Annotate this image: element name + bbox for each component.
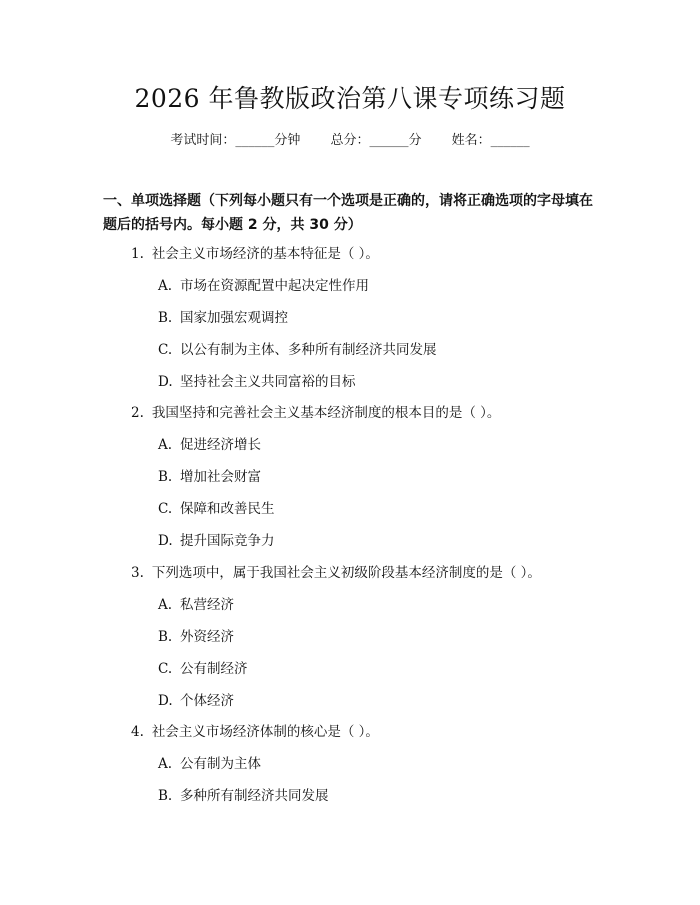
option-1a xyxy=(158,276,369,296)
question-text: 我国坚持和完善社会主义基本经济制度的根本目的是（ ）。 xyxy=(151,405,501,421)
option-letter: C. xyxy=(158,661,173,677)
option-1d xyxy=(158,372,356,392)
option-4b xyxy=(158,786,329,806)
section-heading: 一、单项选择题（下列每小题只有一个选项是正确的，请将正确选项的字母填在题后的括号内。每小题 2 分，共 30 分） xyxy=(103,193,593,233)
exam-meta xyxy=(0,131,700,151)
option-2d xyxy=(158,531,275,551)
question-1 xyxy=(131,244,379,264)
question-3 xyxy=(131,563,541,583)
option-3d xyxy=(158,691,234,711)
question-text: 社会主义市场经济的基本特征是（ ）。 xyxy=(151,246,379,262)
option-letter: A. xyxy=(158,437,173,453)
exam-time: 考试时间：______分钟 xyxy=(170,133,301,148)
option-text: 个体经济 xyxy=(180,693,234,709)
option-2b xyxy=(158,467,261,487)
option-letter: D. xyxy=(158,693,173,709)
option-letter: D. xyxy=(158,374,173,390)
option-text: 公有制经济 xyxy=(180,661,248,677)
question-number: 3. xyxy=(131,565,144,581)
option-text: 公有制为主体 xyxy=(180,756,261,772)
option-letter: A. xyxy=(158,756,173,772)
option-letter: C. xyxy=(158,342,173,358)
option-letter: D. xyxy=(158,533,173,549)
option-text: 多种所有制经济共同发展 xyxy=(180,788,329,804)
student-name: 姓名：______ xyxy=(451,133,530,148)
option-3c xyxy=(158,659,248,679)
question-number: 1. xyxy=(131,246,144,262)
option-text: 外资经济 xyxy=(180,629,234,645)
option-text: 以公有制为主体、多种所有制经济共同发展 xyxy=(180,342,437,358)
option-letter: B. xyxy=(158,469,173,485)
total-score: 总分：______分 xyxy=(330,133,422,148)
question-4 xyxy=(131,722,379,742)
option-text: 坚持社会主义共同富裕的目标 xyxy=(180,374,356,390)
option-text: 国家加强宏观调控 xyxy=(180,310,288,326)
option-text: 促进经济增长 xyxy=(180,437,261,453)
option-text: 增加社会财富 xyxy=(180,469,261,485)
option-letter: B. xyxy=(158,788,173,804)
option-1c xyxy=(158,340,437,360)
question-text: 社会主义市场经济体制的核心是（ ）。 xyxy=(151,724,379,740)
option-1b xyxy=(158,308,288,328)
option-4a xyxy=(158,754,261,774)
option-letter: C. xyxy=(158,501,173,517)
option-letter: A. xyxy=(158,278,173,294)
option-2a xyxy=(158,435,261,455)
option-3b xyxy=(158,627,234,647)
option-text: 提升国际竞争力 xyxy=(180,533,275,549)
option-letter: B. xyxy=(158,310,173,326)
option-2c xyxy=(158,499,275,519)
option-text: 私营经济 xyxy=(180,597,234,613)
option-3a xyxy=(158,595,234,615)
option-letter: B. xyxy=(158,629,173,645)
option-letter: A. xyxy=(158,597,173,613)
question-number: 2. xyxy=(131,405,144,421)
option-text: 保障和改善民生 xyxy=(180,501,275,517)
option-text: 市场在资源配置中起决定性作用 xyxy=(180,278,369,294)
question-text: 下列选项中，属于我国社会主义初级阶段基本经济制度的是（ ）。 xyxy=(151,565,541,581)
question-number: 4. xyxy=(131,724,144,740)
page-title: 2026 年鲁教版政治第八课专项练习题 xyxy=(134,84,566,113)
question-2 xyxy=(131,403,500,423)
